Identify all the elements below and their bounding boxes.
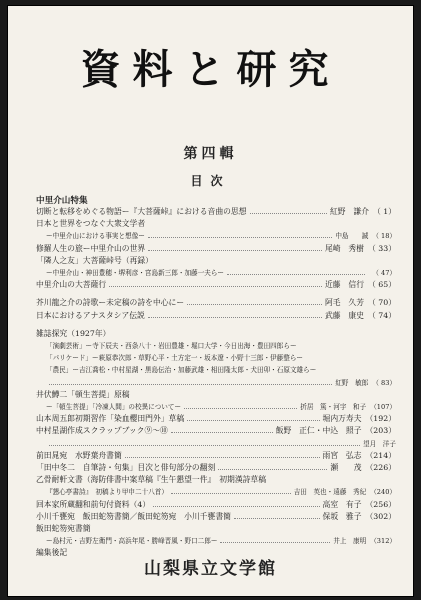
toc-entry-page: （ 18）: [372, 232, 396, 241]
toc-entry-author: 中島 誠: [335, 232, 369, 241]
toc-entry-page: （256）: [365, 499, 396, 509]
toc-entry-title: 中里介山の大菩薩行: [36, 280, 107, 290]
toc-leader-dots: [49, 384, 332, 385]
toc-entry-author: 折居 篤・河宇 和子: [300, 403, 367, 412]
toc-entry-title: 修羅人生の旅ー中里介山の世界: [36, 243, 146, 253]
toc-entry-page: （192）: [365, 414, 396, 424]
toc-entry: [36, 413, 396, 425]
toc-entry-page: （ 83）: [372, 378, 396, 387]
toc-entry-author: 望月 洋子: [363, 439, 396, 448]
toc-leader-dots: [49, 445, 360, 446]
toc-entry: [36, 297, 396, 309]
toc-leader-dots: [153, 506, 319, 507]
toc-entry-page: （ 33）: [368, 243, 396, 253]
toc-entry-title: 編集後記: [36, 548, 68, 558]
toc-leader-dots: [148, 317, 322, 318]
toc-entry-title: 回本家所蔵翻和前句付資料（4）: [36, 499, 151, 509]
toc-entry-author: 紅野 敏郎: [335, 378, 369, 387]
toc-entry: [36, 255, 396, 267]
toc-entry-author: 吉田 英也・遠藤 秀紀: [293, 488, 367, 497]
toc-entry: [36, 267, 396, 279]
toc-entry: [36, 425, 396, 437]
toc-entry: [36, 310, 396, 322]
toc-entry-author: 高室 有子: [322, 499, 362, 509]
table-of-contents: [36, 188, 396, 560]
journal-cover: [8, 6, 413, 596]
toc-entry-title: 井伏鱒二「頓生菩提」原稿: [36, 389, 130, 399]
toc-entry-author: 武藤 康史: [325, 310, 364, 320]
toc-entry-author: 阿毛 久芳: [325, 298, 364, 308]
toc-entry: [36, 340, 396, 352]
toc-entry: [36, 462, 396, 474]
toc-entry-title: ー中里介山・神田豊穂・堺利彦・宮島新三郎・加藤一夫らー: [46, 269, 225, 278]
toc-entry-author: 保坂 雅子: [322, 511, 362, 521]
toc-entry-title: 山本周五郎初期習作「染血櫻田門外」草稿: [36, 414, 185, 424]
toc-entry: [36, 230, 396, 242]
toc-entry-title: 「田中冬二 自筆詩・句集」目次と俳句部分の翻刻: [36, 463, 216, 473]
toc-entry: [36, 474, 396, 486]
toc-entry-page: （203）: [365, 426, 396, 436]
toc-entry-page: （302）: [365, 511, 396, 521]
toc-leader-dots: [109, 286, 322, 287]
toc-entry: [36, 364, 396, 376]
toc-entry: [36, 499, 396, 511]
toc-entry: [36, 377, 396, 389]
toc-entry-page: （226）: [365, 463, 396, 473]
toc-entry-title: 中村星湖作成スクラップブック⑨〜⑩: [36, 426, 168, 436]
toc-leader-dots: [218, 469, 327, 470]
toc-entry: [36, 279, 396, 291]
toc-entry-title: 「農民」ー吉江喬松・中村星湖・黒島伝治・加藤武雄・相田隆太郎・犬田卯・石原文雄らー: [46, 366, 317, 375]
toc-entry-title: 「隣人之友」大菩薩峠号（再録）: [36, 255, 153, 265]
toc-entry-author: 雨宮 弘志: [322, 450, 362, 460]
toc-entry: [36, 401, 396, 413]
toc-leader-dots: [171, 432, 273, 433]
toc-entry-page: （ 47）: [372, 269, 396, 278]
toc-leader-dots: [187, 420, 319, 421]
toc-entry-title: 雑誌探究（1927年）: [36, 328, 111, 338]
toc-entry-title: 小川千甕宛 飯田蛇笏書簡／飯田蛇笏宛 小川千甕書簡: [36, 511, 231, 521]
toc-entry: [36, 523, 396, 535]
toc-entry-title: ー島村元・吉野左衛門・高浜年尾・勝峰晋風・野口二郎ー: [46, 537, 218, 546]
volume-number: 第四輯: [183, 146, 238, 162]
toc-entry-title: 切断と転移をめぐる物語ー『大菩薩峠』における音曲の思想: [36, 207, 247, 216]
toc-entry-title: 「パリケード」ー萩原恭次郎・草野心平・土方定一・坂本遼・小野十三郎・伊藤整らー: [46, 354, 304, 363]
toc-entry-title: 『懇心亭書詩』 初稿より甲申二十八首）: [46, 488, 168, 497]
toc-entry-page: （240）: [370, 488, 396, 497]
toc-leader-dots: [125, 457, 320, 458]
toc-entry-author: 井上 康明: [333, 537, 367, 546]
toc-entry-title: 芥川龍之介の詩歌ー未定稿の詩を中心にー: [36, 298, 185, 308]
toc-leader-dots: [148, 237, 332, 238]
toc-heading: 目次: [190, 174, 231, 188]
toc-entry: [36, 218, 396, 230]
toc-entry-author: 瀬 茂: [330, 463, 362, 473]
toc-entry: [36, 206, 396, 218]
toc-entry-author: 尾崎 秀樹: [325, 243, 364, 253]
toc-entry-author: 飯野 正仁・中込 照子: [275, 426, 362, 436]
toc-section-heading: 中里介山特集: [36, 196, 88, 206]
toc-entry-author: 近藤 信行: [325, 280, 364, 290]
toc-leader-dots: [171, 493, 291, 494]
toc-leader-dots: [227, 274, 365, 275]
toc-entry-page: （ 1）: [372, 207, 396, 216]
toc-entry-author: 堀内万寿夫: [322, 414, 362, 424]
toc-entry: [36, 535, 396, 547]
toc-entry: [36, 438, 396, 450]
toc-leader-dots: [220, 542, 330, 543]
toc-entry-title: 日本におけるアナスタシア伝説: [36, 310, 145, 320]
toc-entry-title: 前田晁宛 水野葉舟書簡: [36, 450, 122, 460]
toc-entry-title: ー中里介山における事実と想像ー: [46, 232, 145, 241]
toc-entry-title: 乙骨耐軒文書（海防俳書中案草稿『生午懇望一件』 初期漢詩草稿: [36, 475, 267, 485]
toc-entry-page: （107）: [370, 403, 396, 412]
journal-title: 資料と研究: [80, 46, 341, 93]
toc-leader-dots: [184, 408, 297, 409]
toc-entry-page: （ 70）: [368, 298, 396, 308]
toc-entry-title: 飯田蛇笏宛書簡: [36, 524, 91, 534]
toc-entry: [36, 328, 396, 340]
toc-leader-dots: [234, 518, 320, 519]
toc-leader-dots: [187, 304, 322, 305]
toc-entry: [36, 511, 396, 523]
toc-entry-title: 「演劇芸術」ー寺下辰夫・西条八十・岩田豊雄・堀口大学・今日出海・豊田四郎らー: [46, 342, 297, 351]
toc-entry-page: （312）: [370, 537, 396, 546]
publisher-name: 山梨県立文学館: [144, 559, 277, 579]
toc-entry: [36, 243, 396, 255]
toc-entry-title: ー「頓生菩提」「冷凍人間」の校異についてー: [46, 403, 182, 412]
toc-entry: [36, 352, 396, 364]
toc-leader-dots: [148, 250, 322, 251]
toc-entry: [36, 389, 396, 401]
toc-entry-author: 紅野 謙介: [329, 207, 369, 216]
toc-entry-page: （214）: [365, 450, 396, 460]
toc-entry: [36, 486, 396, 498]
toc-entry-page: （ 74）: [368, 310, 396, 320]
toc-entry-page: （ 65）: [368, 280, 396, 290]
toc-entry-title: 日本と世界をつなぐ大衆文学者: [36, 219, 146, 229]
toc-leader-dots: [250, 213, 327, 214]
toc-entry: [36, 450, 396, 462]
